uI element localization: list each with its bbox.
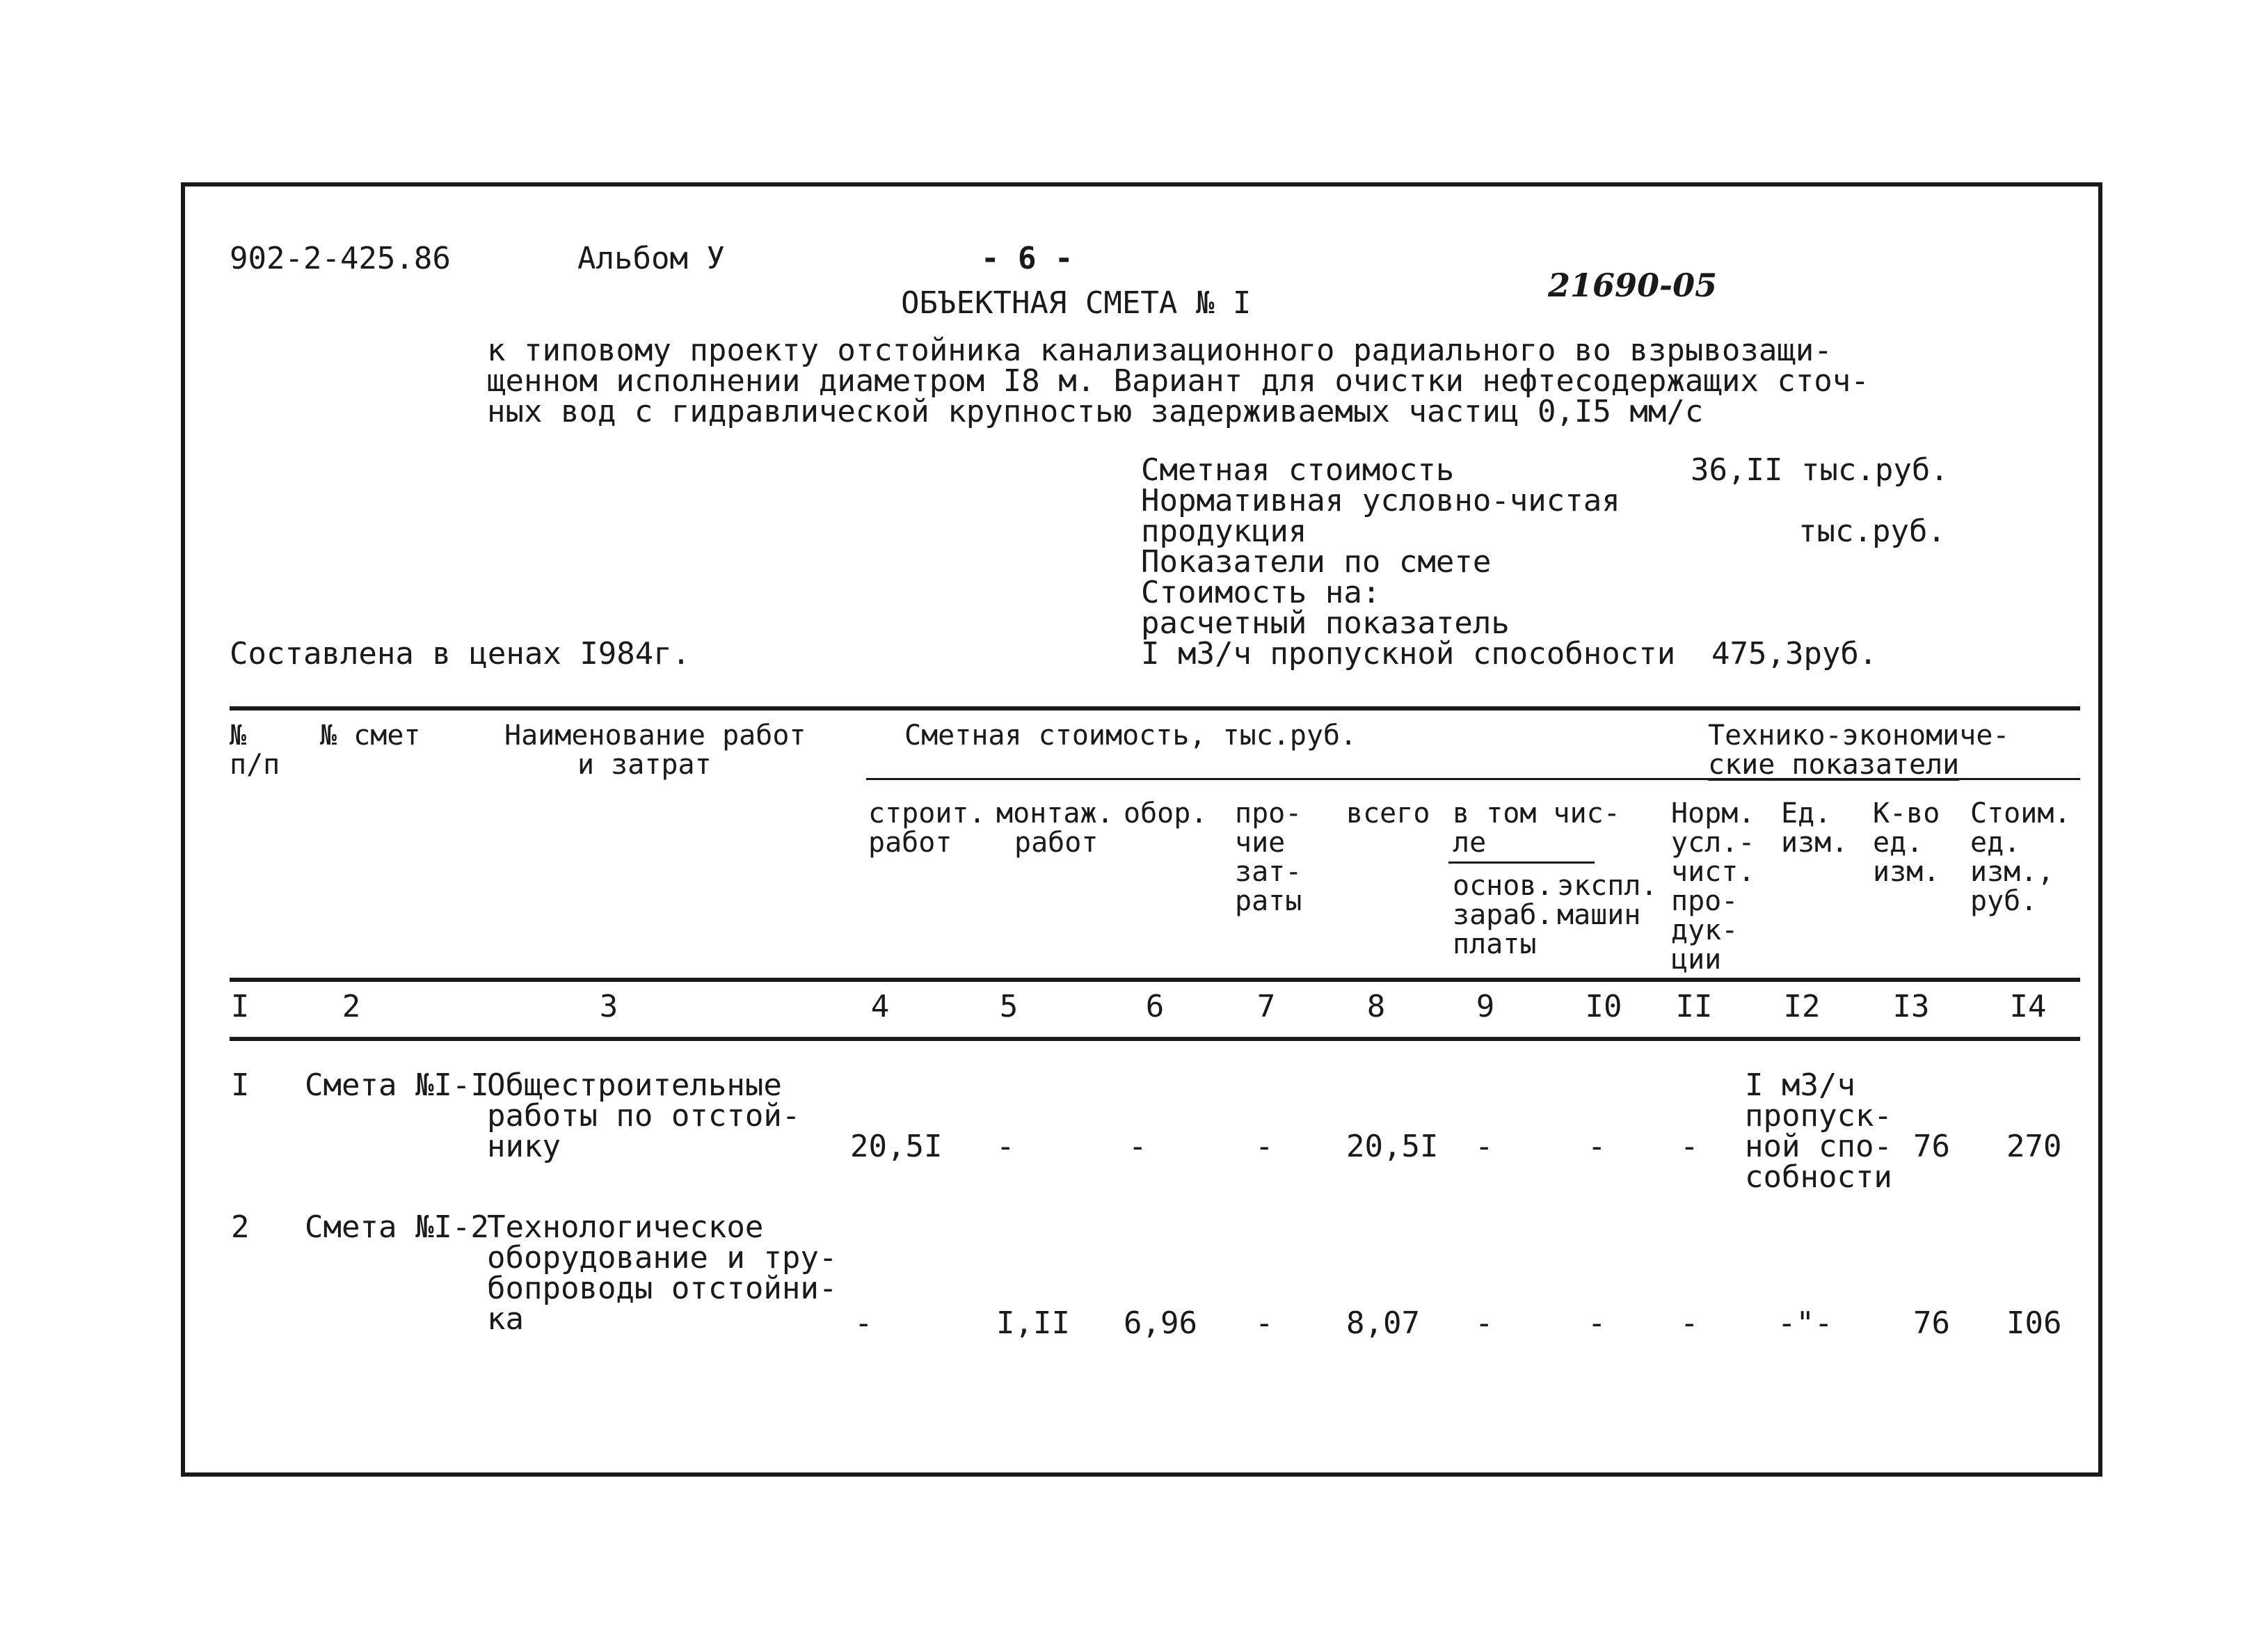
subtitle-line-2: щенном исполнении диаметром I8 м. Вариант для очистки нефтесодержащих сточ- — [487, 363, 1869, 399]
row-2-equip: 6,96 — [1124, 1305, 1197, 1341]
row-2-unit: -"- — [1778, 1305, 1833, 1341]
col-number-5: 5 — [999, 989, 1019, 1024]
normative-output-label-2: продукция — [1141, 514, 1307, 549]
col-number-10: I0 — [1585, 989, 1622, 1024]
col-number-14: I4 — [2009, 989, 2047, 1024]
col-head-num-1: № — [230, 720, 247, 752]
col-head-build-1: строит. — [868, 797, 986, 829]
col-head-other: про- чие зат- раты — [1235, 797, 1302, 917]
row-1-mount: - — [996, 1129, 1015, 1164]
row-1-other: - — [1255, 1129, 1274, 1164]
header-bottom-rule — [230, 978, 2080, 982]
col-head-tech-2: ские показатели — [1708, 749, 1960, 781]
col-head-mount-1: монтаж. — [996, 797, 1114, 829]
col-number-11: II — [1675, 989, 1713, 1024]
normative-output-unit: тыс.руб. — [1798, 514, 1946, 549]
col-number-7: 7 — [1256, 989, 1276, 1024]
subtitle-line-1: к типовому проекту отстойника канализационного радиального во взрывозащи- — [487, 333, 1832, 368]
row-2-build: - — [854, 1305, 873, 1341]
row-1-num: I — [231, 1067, 250, 1103]
col-head-norm: Норм. усл.- чист. про- дук- ции — [1671, 797, 1755, 976]
row-1-norm: - — [1680, 1129, 1699, 1164]
col-head-equip: обор. — [1124, 797, 1208, 829]
numbering-bottom-rule — [230, 1037, 2080, 1041]
row-1-total: 20,5I — [1346, 1129, 1439, 1164]
col-head-name-1: Наименование работ — [504, 720, 806, 752]
col-head-unit: Ед. изм. — [1781, 797, 1848, 859]
capacity-value: 475,3руб. — [1711, 636, 1878, 672]
row-2-num: 2 — [231, 1209, 250, 1245]
row-1-unit: I м3/ч пропуск- ной спо- собности — [1745, 1067, 1892, 1195]
indicators-label: Показатели по смете — [1141, 544, 1492, 580]
col-number-2: 2 — [342, 989, 361, 1024]
col-head-incl-1: в том чис- — [1453, 797, 1620, 829]
row-1-smet: Смета №I-I — [305, 1067, 489, 1103]
col-number-9: 9 — [1476, 989, 1495, 1024]
col-head-mount-2: работ — [1014, 827, 1099, 859]
col-head-unit-cost: Стоим. ед. изм., руб. — [1970, 797, 2071, 917]
row-2-wage: - — [1475, 1305, 1494, 1341]
col-head-tech-1: Технико-экономиче- — [1708, 720, 2010, 752]
cost-per-label: Стоимость на: — [1141, 575, 1381, 610]
col-number-8: 8 — [1366, 989, 1386, 1024]
table-top-rule — [230, 706, 2080, 710]
col-head-qty: К-во ед. изм. — [1873, 797, 1940, 888]
row-1-name: Общестроительные работы по отстой- нику — [487, 1067, 801, 1164]
row-2-total: 8,07 — [1346, 1305, 1420, 1341]
subtitle-line-3: ных вод с гидравлической крупностью задерживаемых частиц 0,I5 мм/с — [487, 394, 1704, 429]
col-head-num-2: п/п — [230, 749, 280, 781]
doc-number: 902-2-425.86 — [230, 241, 451, 276]
row-2-smet: Смета №I-2 — [305, 1209, 489, 1245]
stamp-number: 21690-05 — [1548, 267, 1718, 304]
col-head-machine: экспл. машин — [1557, 870, 1658, 931]
col-number-1: I — [230, 989, 250, 1024]
col-number-13: I3 — [1892, 989, 1930, 1024]
estimated-cost-label: Сметная стоимость — [1141, 452, 1455, 488]
normative-output-label-1: Нормативная условно-чистая — [1141, 483, 1620, 518]
col-number-12: I2 — [1783, 989, 1821, 1024]
row-2-qty: 76 — [1913, 1305, 1950, 1341]
row-1-build: 20,5I — [850, 1129, 943, 1164]
row-2-other: - — [1255, 1305, 1274, 1341]
col-head-name-2: и затрат — [577, 749, 712, 781]
col-head-wage: основ. зараб. платы — [1453, 870, 1554, 960]
document-title: ОБЪЕКТНАЯ СМЕТА № I — [901, 285, 1252, 321]
col-head-build-2: работ — [868, 827, 952, 859]
row-1-wage: - — [1475, 1129, 1494, 1164]
col-number-4: 4 — [870, 989, 890, 1024]
col-number-6: 6 — [1145, 989, 1165, 1024]
prices-note: Составлена в ценах I984г. — [230, 636, 691, 672]
col-head-total: всего — [1346, 797, 1430, 829]
row-2-mount: I,II — [996, 1305, 1070, 1341]
album-label: Альбом У — [577, 241, 725, 276]
row-1-qty: 76 — [1913, 1129, 1950, 1164]
calc-indicator-label: расчетный показатель — [1141, 605, 1510, 641]
row-2-unit-cost: I06 — [2006, 1305, 2062, 1341]
row-1-equip: - — [1128, 1129, 1147, 1164]
row-1-machine: - — [1588, 1129, 1606, 1164]
col-number-3: 3 — [599, 989, 618, 1024]
row-1-unit-cost: 270 — [2006, 1129, 2062, 1164]
col-head-cost: Сметная стоимость, тыс.руб. — [904, 720, 1357, 752]
page-number: - 6 - — [981, 241, 1073, 276]
row-2-norm: - — [1680, 1305, 1699, 1341]
col-head-smet: № смет — [320, 720, 421, 752]
capacity-label: I м3/ч пропускной способности — [1141, 636, 1676, 672]
estimated-cost-value: 36,II тыс.руб. — [1691, 452, 1949, 488]
row-2-name: Технологическое оборудование и тру- бопроводы отстойни- ка — [487, 1209, 838, 1337]
incl-header-rule — [1448, 861, 1595, 864]
row-2-machine: - — [1588, 1305, 1606, 1341]
col-head-incl-2: ле — [1453, 827, 1487, 859]
